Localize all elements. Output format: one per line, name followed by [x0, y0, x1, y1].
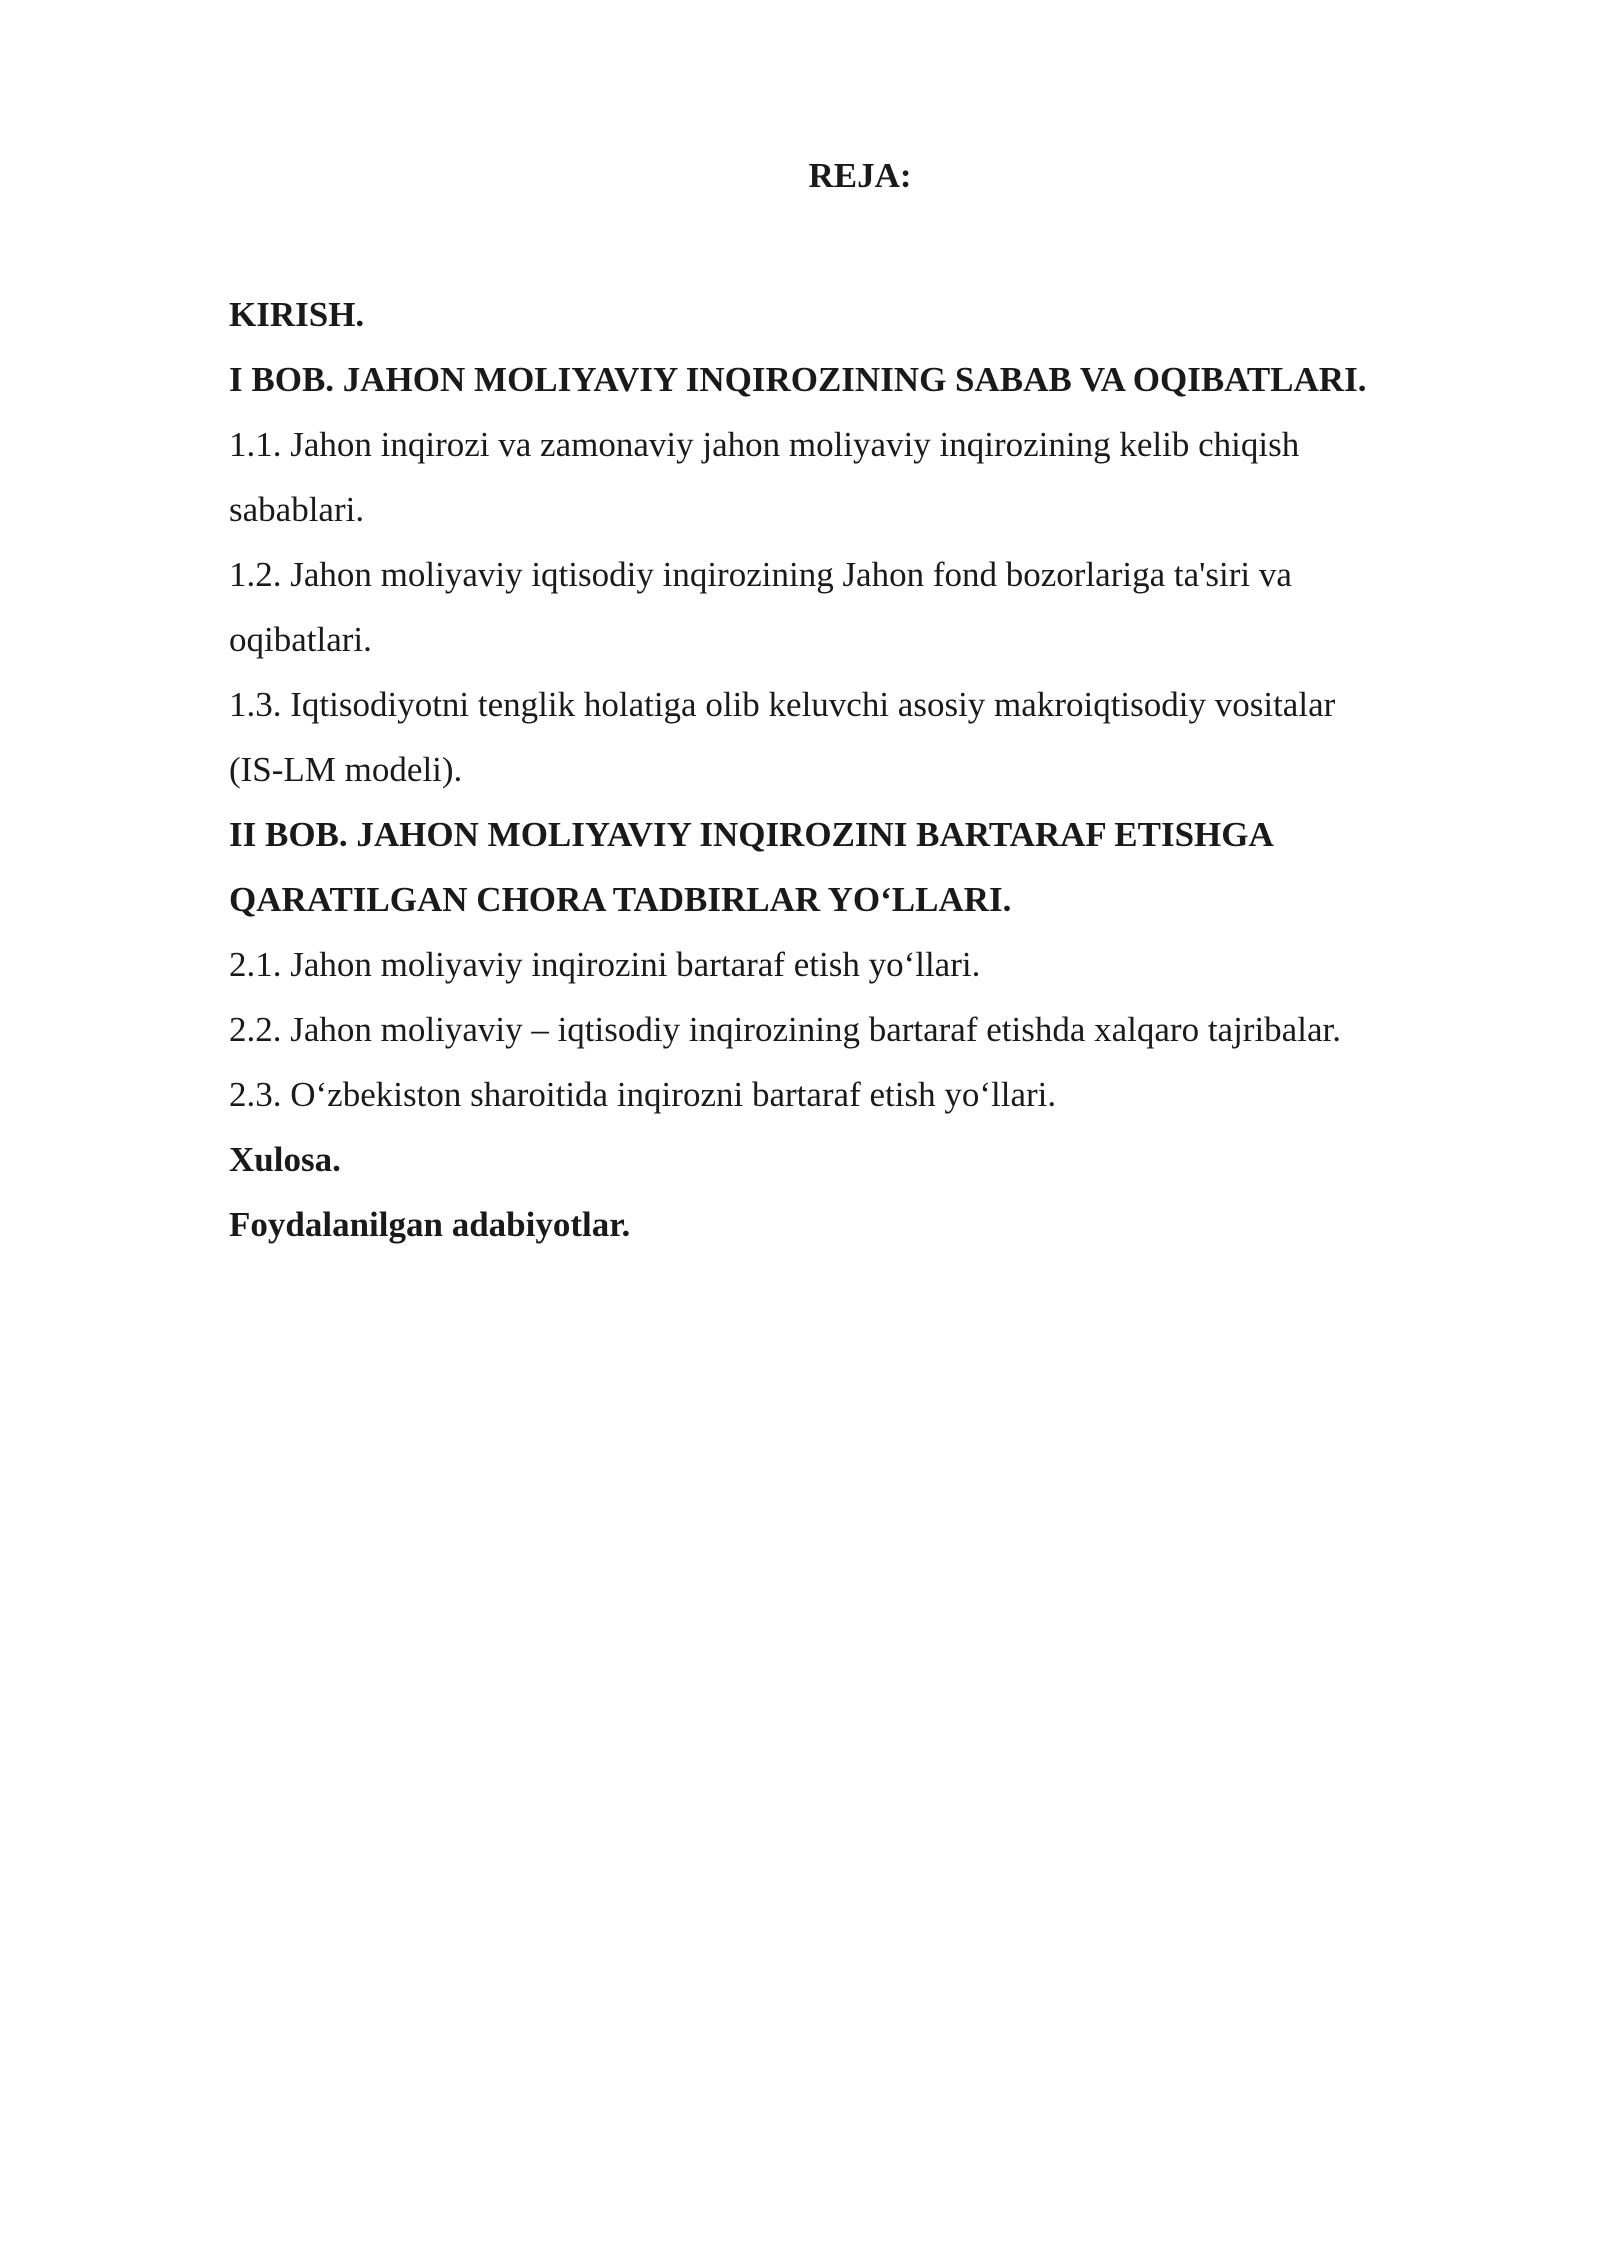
toc-chapter-2-heading: II BOB. JAHON MOLIYAVIY INQIROZINI BARTARAF ETISHGA — [229, 815, 1274, 854]
toc-section-1-3-continued: (IS-LM modeli). — [229, 750, 463, 789]
toc-section-2-2: 2.2. Jahon moliyaviy – iqtisodiy inqirozining bartaraf etishda xalqaro tajribalar. — [229, 1010, 1341, 1049]
toc-chapter-2-heading-continued: QARATILGAN CHORA TADBIRLAR YO‘LLARI. — [229, 880, 1012, 919]
page-title: REJA: — [808, 156, 912, 195]
toc-chapter-1-heading: I BOB. JAHON MOLIYAVIY INQIROZINING SABAB VA OQIBATLARI. — [229, 360, 1367, 399]
toc-conclusion: Xulosa. — [229, 1140, 341, 1179]
toc-references: Foydalanilgan adabiyotlar. — [229, 1205, 631, 1244]
toc-intro: KIRISH. — [229, 295, 365, 334]
toc-section-1-1: 1.1. Jahon inqirozi va zamonaviy jahon moliyaviy inqirozining kelib chiqish — [229, 425, 1300, 464]
toc-section-1-2: 1.2. Jahon moliyaviy iqtisodiy inqirozining Jahon fond bozorlariga ta'siri va — [229, 555, 1292, 594]
toc-section-2-1: 2.1. Jahon moliyaviy inqirozini bartaraf etish yo‘llari. — [229, 945, 981, 984]
toc-section-1-3: 1.3. Iqtisodiyotni tenglik holatiga olib keluvchi asosiy makroiqtisodiy vositalar — [229, 685, 1336, 724]
toc-section-1-2-continued: oqibatlari. — [229, 620, 372, 659]
toc-section-1-1-continued: sabablari. — [229, 490, 365, 529]
table-of-contents — [229, 282, 1489, 1257]
toc-section-2-3: 2.3. O‘zbekiston sharoitida inqirozni bartaraf etish yo‘llari. — [229, 1075, 1057, 1114]
